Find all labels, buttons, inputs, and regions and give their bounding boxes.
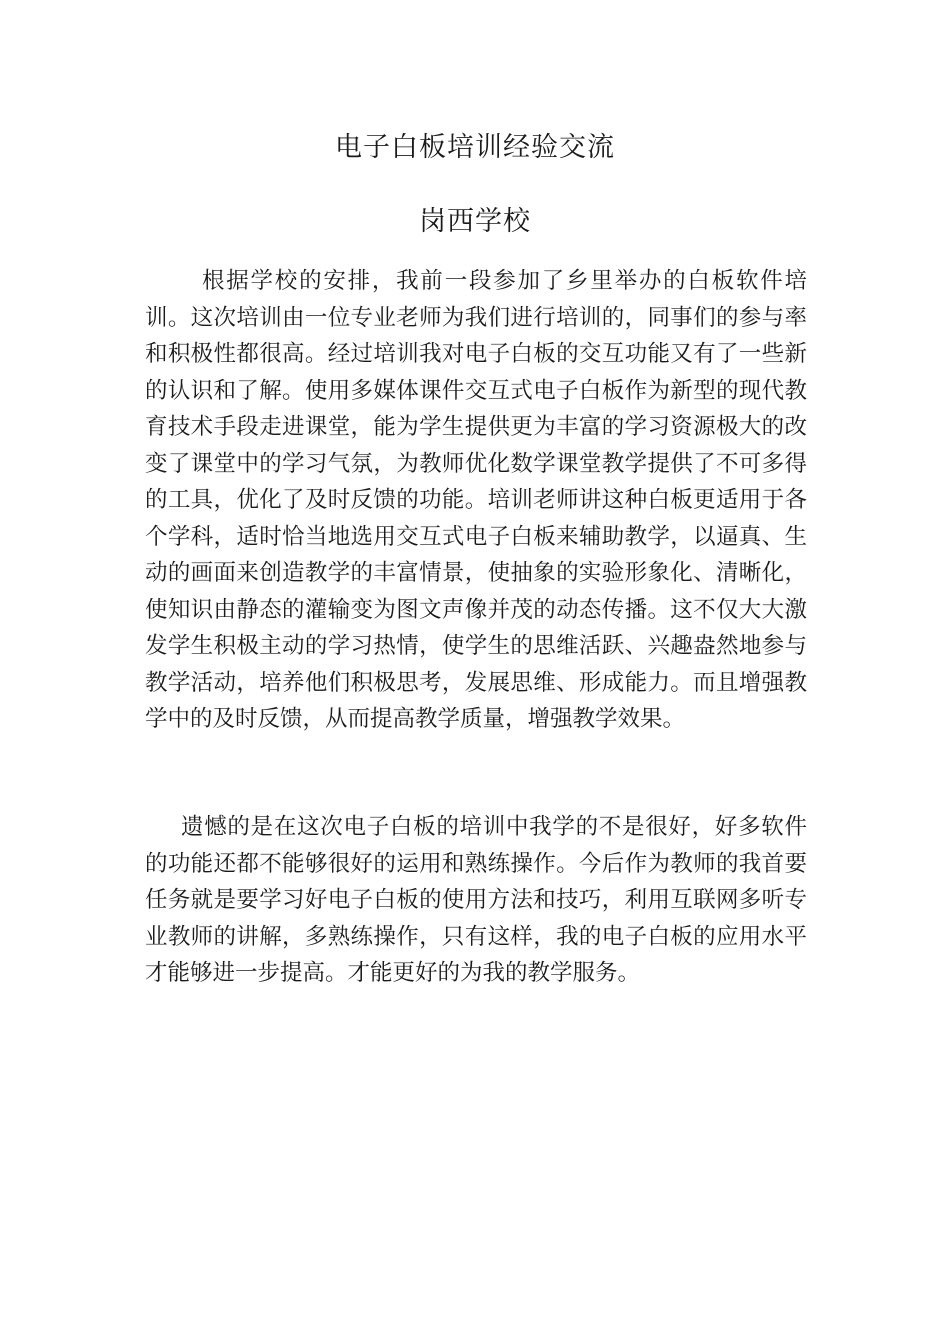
paragraph-1: 根据学校的安排，我前一段参加了乡里举办的白板软件培训。这次培训由一位专业老师为我们进行培训的，同事们的参与率和积极性都很高。经过培训我对电子白板的交互功能又有了一些新的认识和了解。使用多媒体课件交互式电子白板作为新型的现代教育技术手段走进课堂，能为学生提供更为丰富的学习资源极大的改变了课堂中的学习气氛，为教师优化数学课堂教学提供了不可多得的工具，优化了及时反馈的功能。培训老师讲这种白板更适用于各个学科，适时恰当地选用交互式电子白板来辅助教学，以逼真、生动的画面来创造教学的丰富情景，使抽象的实验形象化、清晰化，使知识由静态的灌输变为图文声像并茂的动态传播。这不仅大大激发学生积极主动的学习热情，使学生的思维活跃、兴趣盎然地参与教学活动，培养他们积极思考，发展思维、形成能力。而且增强教学中的及时反馈，从而提高教学质量，增强教学效果。 <box>145 268 807 732</box>
paragraph-2: 遗憾的是在这次电子白板的培训中我学的不是很好，好多软件的功能还都不能够很好的运用和熟练操作。今后作为教师的我首要任务就是要学习好电子白板的使用方法和技巧，利用互联网多听专业教师的讲解，多熟练操作，只有这样，我的电子白板的应用水平才能够进一步提高。才能更好的为我的教学服务。 <box>145 814 807 986</box>
document-subtitle: 岗西学校 <box>419 206 531 237</box>
document-title: 电子白板培训经验交流 <box>335 132 615 163</box>
